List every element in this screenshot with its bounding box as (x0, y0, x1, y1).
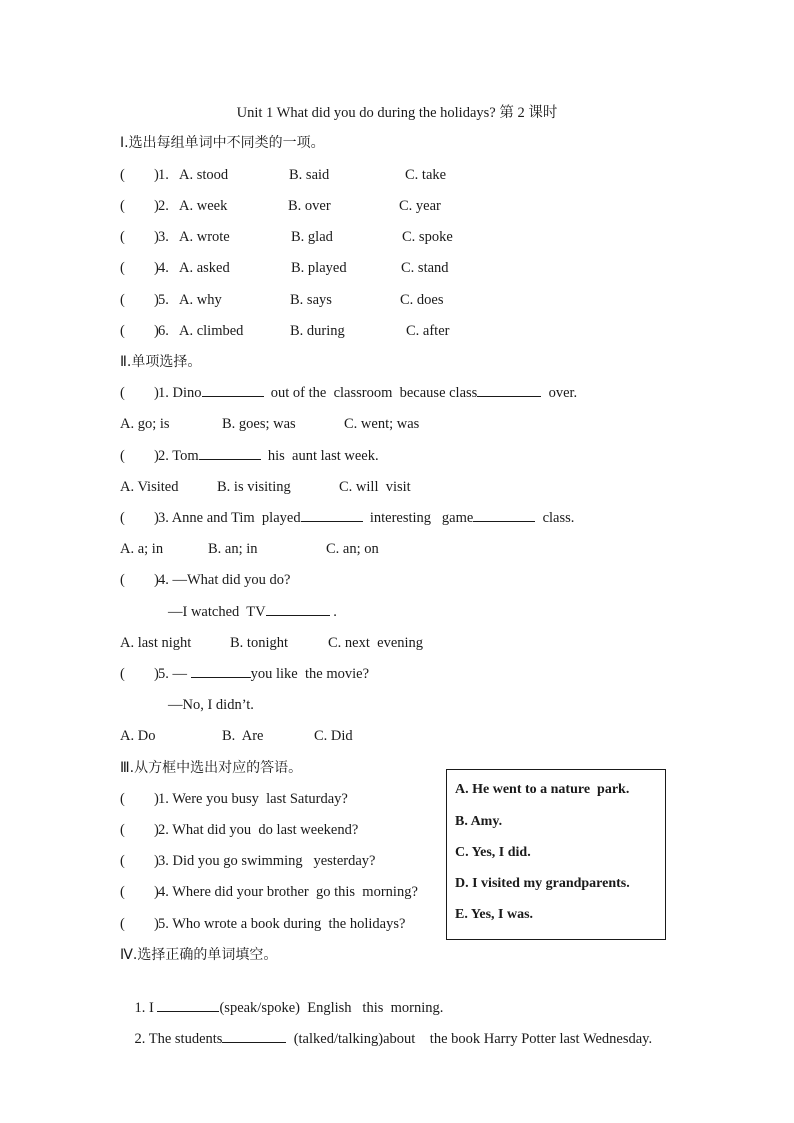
s1-item-4: ( ) 4. A. asked B. played C. stand (120, 260, 449, 276)
s1-item-2: ( ) 2. A. week B. over C. year (120, 198, 441, 214)
s3-q3: ( ) 3. Did you go swimming yesterday? (120, 853, 376, 869)
s2-q4-line2: —I watched TV . (120, 601, 135, 623)
s2-q2-options: A. Visited B. is visiting C. will visit (120, 479, 411, 495)
s1-item-3: ( ) 3. A. wrote B. glad C. spoke (120, 229, 453, 245)
answer-blank[interactable] (477, 382, 541, 397)
section3-heading: Ⅲ.从方框中选出对应的答语。 (120, 760, 303, 776)
answer-option: B. Amy. (455, 814, 503, 829)
answer-box (446, 769, 666, 940)
s2-q3: ( ) 3. Anne and Tim played interesting game class. (120, 507, 135, 529)
answer-option: C. Yes, I did. (455, 845, 531, 860)
answer-blank[interactable] (301, 507, 363, 522)
s2-q1-options: A. go; is B. goes; was C. went; was (120, 416, 420, 432)
s2-q3-options: A. a; in B. an; in C. an; on (120, 541, 379, 557)
s2-q4-options: A. last night B. tonight C. next evening (120, 635, 424, 651)
s3-q1: ( ) 1. Were you busy last Saturday? (120, 791, 348, 807)
s2-q5: ( ) 5. — you like the movie? (120, 663, 135, 685)
s3-q5: ( ) 5. Who wrote a book during the holidays? (120, 916, 406, 932)
answer-option: A. He went to a nature park. (455, 782, 630, 797)
section1-heading: Ⅰ.选出每组单词中不同类的一项。 (120, 135, 325, 151)
answer-blank[interactable] (266, 601, 330, 616)
s3-q4: ( ) 4. Where did your brother go this morning? (120, 884, 418, 900)
section2-heading: Ⅱ.单项选择。 (120, 354, 202, 370)
s2-q4: ( ) 4. —What did you do? (120, 572, 291, 588)
answer-blank[interactable] (191, 663, 251, 678)
answer-option: E. Yes, I was. (455, 907, 534, 922)
section4-heading: Ⅳ.选择正确的单词填空。 (120, 947, 278, 963)
s2-q5-line2: —No, I didn’t. (168, 697, 254, 713)
answer-blank[interactable] (202, 382, 264, 397)
s2-q1: ( ) 1. Dino out of the classroom because class over. (120, 382, 135, 404)
s1-item-5: ( ) 5. A. why B. says C. does (120, 292, 444, 308)
answer-blank[interactable] (473, 507, 535, 522)
answer-option: D. I visited my grandparents. (455, 876, 630, 891)
s4-q1: 1. I (speak/spoke) English this morning. (120, 975, 443, 997)
answer-blank[interactable] (222, 1028, 286, 1043)
s4-q2: 2. The students (talked/talking)about the book Harry Potter last Wednesday. (120, 1006, 652, 1028)
s1-item-1: ( ) 1. A. stood B. said C. take (120, 167, 447, 183)
s3-q2: ( ) 2. What did you do last weekend? (120, 822, 359, 838)
s1-item-6: ( ) 6. A. climbed B. during C. after (120, 323, 450, 339)
s2-q5-options: A. Do B. Are C. Did (120, 728, 353, 744)
answer-blank[interactable] (199, 445, 261, 460)
s2-q2: ( ) 2. Tom his aunt last week. (120, 445, 135, 467)
page-title: Unit 1 What did you do during the holidays? 第 2 课时 (236, 105, 558, 121)
